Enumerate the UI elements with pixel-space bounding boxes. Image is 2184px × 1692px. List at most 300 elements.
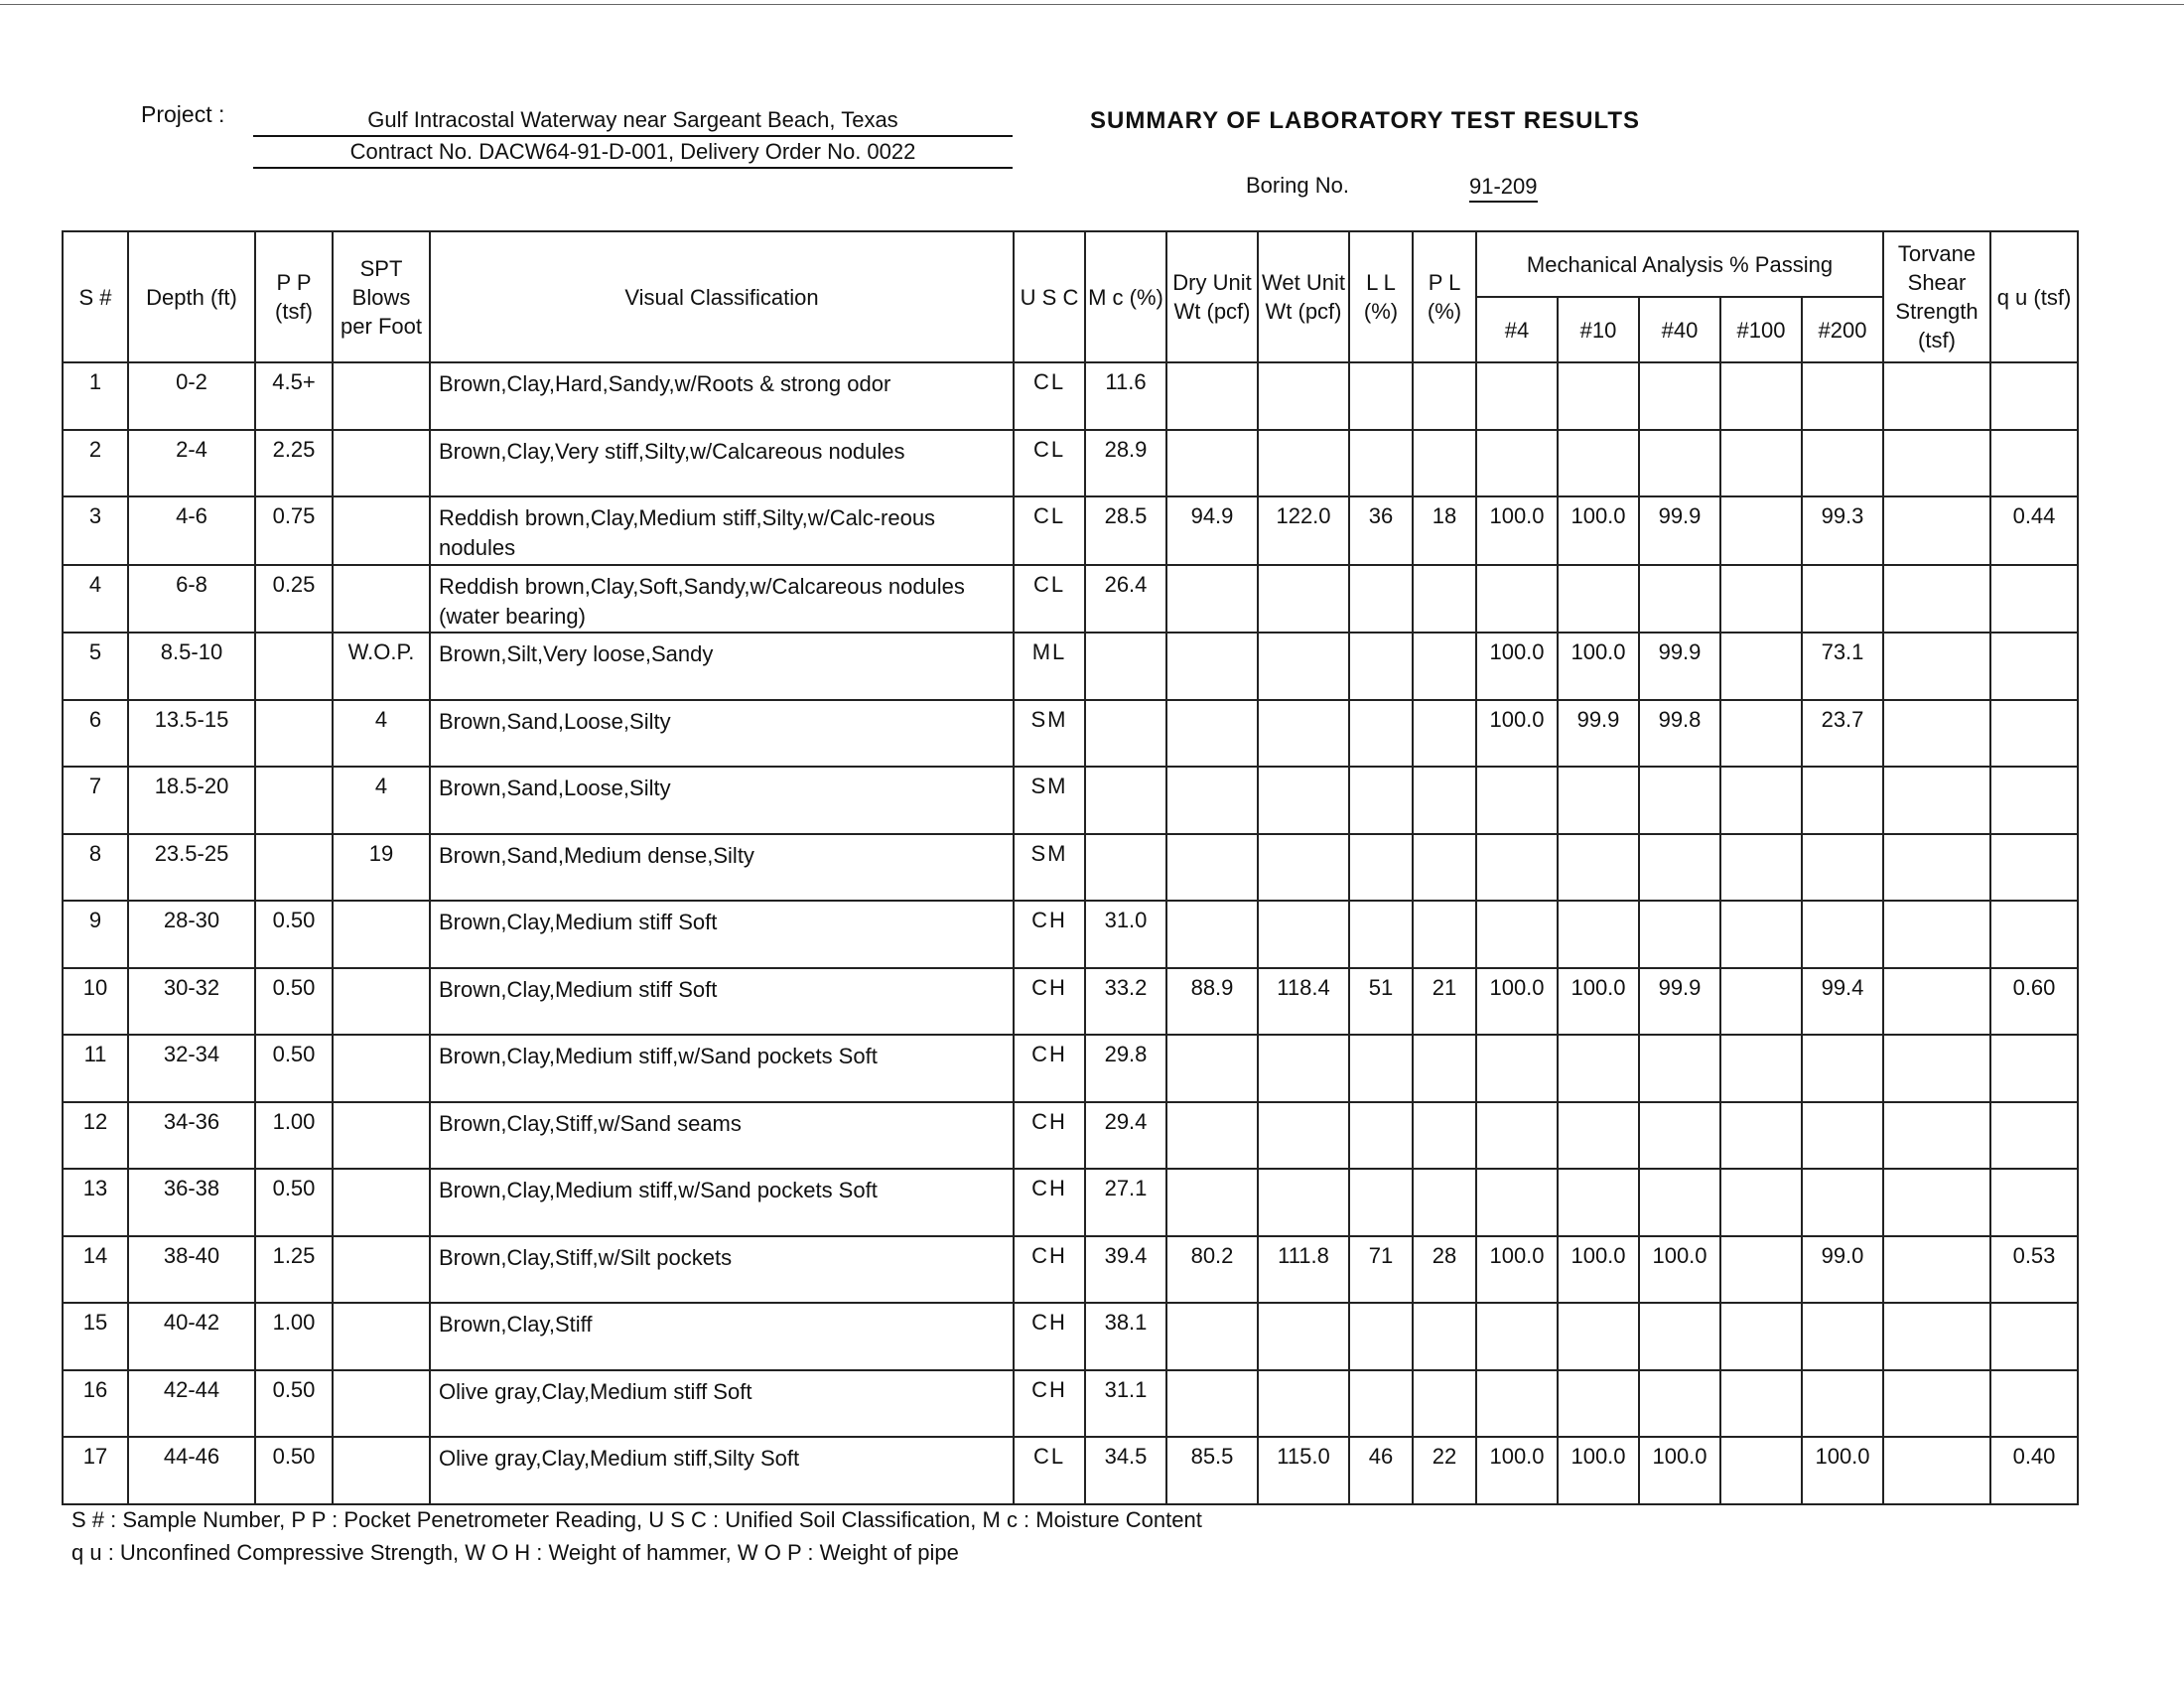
cell-depth: 6-8: [128, 565, 255, 634]
cell-sieve-40: 99.9: [1639, 496, 1720, 565]
cell-spt-blows: [333, 565, 430, 634]
cell-sieve-100: [1720, 430, 1802, 497]
table-row: [63, 565, 2078, 634]
cell-liquid-limit: [1349, 1169, 1413, 1236]
cell-sieve-4: [1476, 1035, 1558, 1102]
cell-spt-blows: 4: [333, 700, 430, 768]
cell-qu: [1990, 1169, 2078, 1236]
cell-torvane: [1883, 834, 1990, 902]
cell-qu: 0.44: [1990, 496, 2078, 565]
cell-sieve-10: 99.9: [1558, 700, 1639, 768]
cell-moisture-content: 11.6: [1085, 362, 1166, 430]
cell-spt-blows: [333, 1102, 430, 1170]
cell-moisture-content: [1085, 633, 1166, 700]
cell-torvane: [1883, 565, 1990, 634]
col-sieve-10: #10: [1558, 297, 1639, 362]
cell-sieve-200: 100.0: [1802, 1437, 1883, 1504]
cell-moisture-content: 29.4: [1085, 1102, 1166, 1170]
cell-sieve-40: [1639, 834, 1720, 902]
cell-torvane: [1883, 1169, 1990, 1236]
cell-sieve-4: 100.0: [1476, 968, 1558, 1036]
cell-sample-number: 16: [63, 1370, 128, 1438]
cell-dry-unit-weight: 85.5: [1166, 1437, 1258, 1504]
boring-label: Boring No.: [1246, 173, 1349, 198]
cell-sieve-200: [1802, 834, 1883, 902]
top-rule: [0, 4, 2184, 5]
col-wet-unit-weight: Wet Unit Wt (pcf): [1258, 231, 1349, 362]
cell-usc: CH: [1014, 1169, 1085, 1236]
cell-liquid-limit: 71: [1349, 1236, 1413, 1304]
cell-usc: CL: [1014, 496, 1085, 565]
cell-sample-number: 8: [63, 834, 128, 902]
cell-depth: 30-32: [128, 968, 255, 1036]
table-row: [63, 700, 2078, 768]
cell-dry-unit-weight: [1166, 430, 1258, 497]
legend-line-1: S # : Sample Number, P P : Pocket Penetrometer Reading, U S C : Unified Soil Classification, M c : Moisture Content: [71, 1507, 1202, 1532]
cell-qu: 0.53: [1990, 1236, 2078, 1304]
cell-torvane: [1883, 362, 1990, 430]
col-sieve-40: #40: [1639, 297, 1720, 362]
cell-sieve-4: [1476, 430, 1558, 497]
cell-sample-number: 11: [63, 1035, 128, 1102]
cell-plastic-limit: [1413, 700, 1476, 768]
cell-sieve-200: [1802, 1169, 1883, 1236]
cell-liquid-limit: 51: [1349, 968, 1413, 1036]
cell-dry-unit-weight: 80.2: [1166, 1236, 1258, 1304]
cell-sample-number: 5: [63, 633, 128, 700]
cell-sieve-200: 23.7: [1802, 700, 1883, 768]
cell-moisture-content: 31.1: [1085, 1370, 1166, 1438]
cell-sieve-40: 99.9: [1639, 633, 1720, 700]
table-row: [63, 362, 2078, 430]
project-name: Gulf Intracostal Waterway near Sargeant Beach, Texas: [253, 105, 1013, 137]
lab-results-table: [62, 230, 2079, 1505]
cell-wet-unit-weight: [1258, 362, 1349, 430]
cell-sieve-10: [1558, 1102, 1639, 1170]
cell-sieve-4: [1476, 1303, 1558, 1370]
cell-liquid-limit: [1349, 1370, 1413, 1438]
cell-moisture-content: 29.8: [1085, 1035, 1166, 1102]
cell-qu: [1990, 1303, 2078, 1370]
cell-torvane: [1883, 901, 1990, 968]
cell-spt-blows: [333, 901, 430, 968]
cell-pocket-penetrometer: 0.75: [255, 496, 333, 565]
cell-wet-unit-weight: 115.0: [1258, 1437, 1349, 1504]
col-qu: q u (tsf): [1990, 231, 2078, 362]
cell-depth: 8.5-10: [128, 633, 255, 700]
cell-depth: 44-46: [128, 1437, 255, 1504]
cell-depth: 23.5-25: [128, 834, 255, 902]
cell-pocket-penetrometer: 0.50: [255, 901, 333, 968]
cell-usc: CL: [1014, 1437, 1085, 1504]
cell-depth: 28-30: [128, 901, 255, 968]
col-pocket-penetrometer: P P (tsf): [255, 231, 333, 362]
cell-sieve-10: [1558, 1169, 1639, 1236]
table-row: [63, 1437, 2078, 1504]
cell-sieve-10: 100.0: [1558, 968, 1639, 1036]
col-sieve-200: #200: [1802, 297, 1883, 362]
cell-dry-unit-weight: [1166, 565, 1258, 634]
cell-sieve-200: 99.4: [1802, 968, 1883, 1036]
cell-pocket-penetrometer: 1.25: [255, 1236, 333, 1304]
cell-sieve-200: 99.0: [1802, 1236, 1883, 1304]
boring-number: 91-209: [1469, 173, 1538, 203]
table-row: [63, 1102, 2078, 1170]
cell-sieve-100: [1720, 362, 1802, 430]
cell-sample-number: 14: [63, 1236, 128, 1304]
cell-pocket-penetrometer: [255, 700, 333, 768]
cell-visual-classification: Reddish brown,Clay,Medium stiff,Silty,w/Calc-reous nodules: [430, 496, 1014, 565]
cell-qu: [1990, 901, 2078, 968]
cell-sieve-40: [1639, 1169, 1720, 1236]
cell-depth: 34-36: [128, 1102, 255, 1170]
cell-dry-unit-weight: [1166, 1303, 1258, 1370]
cell-plastic-limit: [1413, 834, 1476, 902]
cell-sieve-200: 99.3: [1802, 496, 1883, 565]
cell-torvane: [1883, 1236, 1990, 1304]
cell-plastic-limit: 22: [1413, 1437, 1476, 1504]
cell-sieve-40: [1639, 1303, 1720, 1370]
cell-qu: [1990, 565, 2078, 634]
cell-pocket-penetrometer: [255, 834, 333, 902]
cell-sieve-40: [1639, 767, 1720, 834]
cell-sample-number: 10: [63, 968, 128, 1036]
cell-torvane: [1883, 968, 1990, 1036]
cell-pocket-penetrometer: 4.5+: [255, 362, 333, 430]
cell-sieve-4: [1476, 767, 1558, 834]
cell-plastic-limit: [1413, 1303, 1476, 1370]
cell-visual-classification: Olive gray,Clay,Medium stiff,Silty Soft: [430, 1437, 1014, 1504]
cell-sieve-10: [1558, 1035, 1639, 1102]
cell-plastic-limit: [1413, 1035, 1476, 1102]
cell-sieve-4: 100.0: [1476, 633, 1558, 700]
cell-sieve-40: 100.0: [1639, 1437, 1720, 1504]
cell-sieve-40: [1639, 362, 1720, 430]
cell-sample-number: 2: [63, 430, 128, 497]
cell-wet-unit-weight: [1258, 1169, 1349, 1236]
cell-wet-unit-weight: 122.0: [1258, 496, 1349, 565]
col-sieve-100: #100: [1720, 297, 1802, 362]
table-row: [63, 767, 2078, 834]
cell-sieve-100: [1720, 1303, 1802, 1370]
cell-sieve-10: 100.0: [1558, 1236, 1639, 1304]
cell-torvane: [1883, 633, 1990, 700]
cell-torvane: [1883, 1035, 1990, 1102]
cell-dry-unit-weight: [1166, 1370, 1258, 1438]
cell-depth: 18.5-20: [128, 767, 255, 834]
cell-usc: CH: [1014, 968, 1085, 1036]
cell-moisture-content: [1085, 700, 1166, 768]
cell-usc: CL: [1014, 362, 1085, 430]
cell-liquid-limit: [1349, 700, 1413, 768]
cell-plastic-limit: 18: [1413, 496, 1476, 565]
cell-sieve-10: 100.0: [1558, 496, 1639, 565]
cell-liquid-limit: [1349, 362, 1413, 430]
cell-usc: CL: [1014, 430, 1085, 497]
table-row: [63, 901, 2078, 968]
cell-sieve-4: [1476, 362, 1558, 430]
cell-visual-classification: Brown,Sand,Medium dense,Silty: [430, 834, 1014, 902]
cell-wet-unit-weight: [1258, 430, 1349, 497]
col-spt-blows: SPT Blows per Foot: [333, 231, 430, 362]
cell-dry-unit-weight: [1166, 1102, 1258, 1170]
cell-depth: 40-42: [128, 1303, 255, 1370]
col-liquid-limit: L L (%): [1349, 231, 1413, 362]
cell-visual-classification: Brown,Clay,Medium stiff Soft: [430, 901, 1014, 968]
table-row: [63, 968, 2078, 1036]
cell-spt-blows: 4: [333, 767, 430, 834]
cell-liquid-limit: 46: [1349, 1437, 1413, 1504]
cell-usc: CH: [1014, 1035, 1085, 1102]
col-moisture-content: M c (%): [1085, 231, 1166, 362]
cell-spt-blows: [333, 1370, 430, 1438]
col-dry-unit-weight: Dry Unit Wt (pcf): [1166, 231, 1258, 362]
cell-sieve-4: [1476, 1169, 1558, 1236]
cell-sieve-200: [1802, 767, 1883, 834]
cell-moisture-content: [1085, 767, 1166, 834]
cell-spt-blows: [333, 1236, 430, 1304]
cell-spt-blows: [333, 430, 430, 497]
table-row: [63, 1035, 2078, 1102]
cell-qu: [1990, 1370, 2078, 1438]
cell-sieve-4: 100.0: [1476, 700, 1558, 768]
cell-sieve-10: [1558, 430, 1639, 497]
cell-depth: 4-6: [128, 496, 255, 565]
cell-sample-number: 3: [63, 496, 128, 565]
cell-depth: 2-4: [128, 430, 255, 497]
cell-sieve-200: [1802, 430, 1883, 497]
cell-sieve-200: 73.1: [1802, 633, 1883, 700]
cell-liquid-limit: [1349, 430, 1413, 497]
cell-torvane: [1883, 496, 1990, 565]
cell-sieve-200: [1802, 362, 1883, 430]
cell-visual-classification: Olive gray,Clay,Medium stiff Soft: [430, 1370, 1014, 1438]
cell-pocket-penetrometer: 0.50: [255, 1437, 333, 1504]
cell-spt-blows: [333, 362, 430, 430]
cell-depth: 42-44: [128, 1370, 255, 1438]
cell-sieve-10: 100.0: [1558, 633, 1639, 700]
cell-liquid-limit: [1349, 834, 1413, 902]
cell-sample-number: 7: [63, 767, 128, 834]
cell-dry-unit-weight: [1166, 1169, 1258, 1236]
cell-sieve-4: [1476, 1102, 1558, 1170]
contract-number: Contract No. DACW64-91-D-001, Delivery Order No. 0022: [253, 137, 1013, 169]
cell-sieve-200: [1802, 1035, 1883, 1102]
cell-plastic-limit: [1413, 901, 1476, 968]
cell-sieve-100: [1720, 767, 1802, 834]
cell-liquid-limit: [1349, 1303, 1413, 1370]
cell-wet-unit-weight: [1258, 700, 1349, 768]
cell-dry-unit-weight: [1166, 767, 1258, 834]
cell-sieve-100: [1720, 1035, 1802, 1102]
cell-sieve-100: [1720, 834, 1802, 902]
cell-qu: [1990, 700, 2078, 768]
cell-plastic-limit: [1413, 633, 1476, 700]
cell-liquid-limit: [1349, 767, 1413, 834]
cell-depth: 0-2: [128, 362, 255, 430]
table-row: [63, 633, 2078, 700]
cell-qu: [1990, 767, 2078, 834]
cell-moisture-content: 38.1: [1085, 1303, 1166, 1370]
cell-dry-unit-weight: [1166, 700, 1258, 768]
cell-plastic-limit: [1413, 767, 1476, 834]
cell-spt-blows: [333, 1169, 430, 1236]
table-header: [63, 231, 2078, 362]
cell-visual-classification: Brown,Silt,Very loose,Sandy: [430, 633, 1014, 700]
cell-wet-unit-weight: [1258, 834, 1349, 902]
cell-wet-unit-weight: [1258, 767, 1349, 834]
cell-dry-unit-weight: [1166, 1035, 1258, 1102]
cell-sieve-100: [1720, 700, 1802, 768]
cell-sieve-200: [1802, 1303, 1883, 1370]
cell-pocket-penetrometer: 0.50: [255, 1169, 333, 1236]
cell-visual-classification: Brown,Clay,Medium stiff,w/Sand pockets Soft: [430, 1169, 1014, 1236]
cell-liquid-limit: [1349, 1102, 1413, 1170]
cell-liquid-limit: [1349, 901, 1413, 968]
cell-pocket-penetrometer: 0.50: [255, 968, 333, 1036]
cell-sieve-100: [1720, 1370, 1802, 1438]
cell-sieve-100: [1720, 496, 1802, 565]
cell-qu: 0.40: [1990, 1437, 2078, 1504]
cell-sample-number: 1: [63, 362, 128, 430]
cell-pocket-penetrometer: 2.25: [255, 430, 333, 497]
cell-sample-number: 12: [63, 1102, 128, 1170]
cell-plastic-limit: 28: [1413, 1236, 1476, 1304]
cell-dry-unit-weight: 94.9: [1166, 496, 1258, 565]
cell-pocket-penetrometer: 0.50: [255, 1035, 333, 1102]
cell-wet-unit-weight: [1258, 565, 1349, 634]
col-sample-number: S #: [63, 231, 128, 362]
cell-pocket-penetrometer: [255, 767, 333, 834]
cell-sieve-100: [1720, 565, 1802, 634]
cell-sieve-10: 100.0: [1558, 1437, 1639, 1504]
cell-spt-blows: [333, 1303, 430, 1370]
cell-plastic-limit: [1413, 1370, 1476, 1438]
col-mechanical-analysis: Mechanical Analysis % Passing: [1476, 231, 1883, 297]
table-row: [63, 834, 2078, 902]
cell-torvane: [1883, 1437, 1990, 1504]
cell-pocket-penetrometer: 0.50: [255, 1370, 333, 1438]
cell-sieve-100: [1720, 968, 1802, 1036]
cell-usc: CH: [1014, 1236, 1085, 1304]
cell-visual-classification: Brown,Clay,Medium stiff Soft: [430, 968, 1014, 1036]
cell-usc: CH: [1014, 1370, 1085, 1438]
cell-sieve-10: [1558, 767, 1639, 834]
cell-visual-classification: Brown,Clay,Very stiff,Silty,w/Calcareous nodules: [430, 430, 1014, 497]
cell-visual-classification: Brown,Clay,Medium stiff,w/Sand pockets Soft: [430, 1035, 1014, 1102]
cell-moisture-content: 26.4: [1085, 565, 1166, 634]
table-row: [63, 496, 2078, 565]
cell-wet-unit-weight: [1258, 1303, 1349, 1370]
cell-wet-unit-weight: 111.8: [1258, 1236, 1349, 1304]
cell-liquid-limit: [1349, 565, 1413, 634]
cell-plastic-limit: [1413, 1169, 1476, 1236]
cell-sieve-10: [1558, 834, 1639, 902]
table-row: [63, 1370, 2078, 1438]
cell-sieve-200: [1802, 901, 1883, 968]
cell-pocket-penetrometer: 1.00: [255, 1102, 333, 1170]
cell-moisture-content: 28.9: [1085, 430, 1166, 497]
cell-qu: [1990, 1102, 2078, 1170]
col-sieve-4: #4: [1476, 297, 1558, 362]
cell-spt-blows: W.O.P.: [333, 633, 430, 700]
cell-sieve-40: [1639, 565, 1720, 634]
cell-spt-blows: 19: [333, 834, 430, 902]
cell-sieve-200: [1802, 1370, 1883, 1438]
cell-sieve-4: 100.0: [1476, 1236, 1558, 1304]
cell-spt-blows: [333, 1035, 430, 1102]
cell-pocket-penetrometer: 1.00: [255, 1303, 333, 1370]
cell-sieve-40: [1639, 1102, 1720, 1170]
cell-plastic-limit: 21: [1413, 968, 1476, 1036]
cell-plastic-limit: [1413, 362, 1476, 430]
cell-pocket-penetrometer: 0.25: [255, 565, 333, 634]
cell-torvane: [1883, 700, 1990, 768]
cell-moisture-content: 34.5: [1085, 1437, 1166, 1504]
cell-usc: ML: [1014, 633, 1085, 700]
cell-usc: SM: [1014, 700, 1085, 768]
cell-depth: 13.5-15: [128, 700, 255, 768]
cell-visual-classification: Reddish brown,Clay,Soft,Sandy,w/Calcareous nodules (water bearing): [430, 565, 1014, 634]
cell-sieve-100: [1720, 1437, 1802, 1504]
cell-depth: 38-40: [128, 1236, 255, 1304]
cell-sieve-10: [1558, 1303, 1639, 1370]
cell-pocket-penetrometer: [255, 633, 333, 700]
cell-sieve-100: [1720, 1236, 1802, 1304]
cell-visual-classification: Brown,Clay,Hard,Sandy,w/Roots & strong odor: [430, 362, 1014, 430]
project-label: Project :: [141, 101, 225, 127]
cell-usc: SM: [1014, 834, 1085, 902]
cell-moisture-content: 33.2: [1085, 968, 1166, 1036]
cell-qu: [1990, 633, 2078, 700]
cell-sieve-100: [1720, 901, 1802, 968]
cell-wet-unit-weight: [1258, 1370, 1349, 1438]
table-row: [63, 1303, 2078, 1370]
cell-dry-unit-weight: [1166, 901, 1258, 968]
cell-sieve-4: [1476, 834, 1558, 902]
cell-usc: CH: [1014, 901, 1085, 968]
col-depth: Depth (ft): [128, 231, 255, 362]
cell-plastic-limit: [1413, 565, 1476, 634]
cell-sieve-10: [1558, 362, 1639, 430]
cell-visual-classification: Brown,Clay,Stiff,w/Silt pockets: [430, 1236, 1014, 1304]
cell-visual-classification: Brown,Clay,Stiff: [430, 1303, 1014, 1370]
cell-sample-number: 6: [63, 700, 128, 768]
cell-dry-unit-weight: [1166, 362, 1258, 430]
cell-sieve-10: [1558, 1370, 1639, 1438]
cell-moisture-content: 39.4: [1085, 1236, 1166, 1304]
cell-wet-unit-weight: 118.4: [1258, 968, 1349, 1036]
cell-liquid-limit: [1349, 1035, 1413, 1102]
cell-wet-unit-weight: [1258, 1102, 1349, 1170]
cell-wet-unit-weight: [1258, 1035, 1349, 1102]
cell-depth: 36-38: [128, 1169, 255, 1236]
cell-spt-blows: [333, 496, 430, 565]
cell-spt-blows: [333, 968, 430, 1036]
cell-wet-unit-weight: [1258, 901, 1349, 968]
cell-visual-classification: Brown,Sand,Loose,Silty: [430, 700, 1014, 768]
cell-usc: CH: [1014, 1303, 1085, 1370]
cell-usc: CH: [1014, 1102, 1085, 1170]
document-title: SUMMARY OF LABORATORY TEST RESULTS: [1090, 107, 1641, 134]
cell-depth: 32-34: [128, 1035, 255, 1102]
table-row: [63, 1169, 2078, 1236]
cell-torvane: [1883, 430, 1990, 497]
cell-qu: [1990, 834, 2078, 902]
cell-qu: [1990, 362, 2078, 430]
cell-sieve-100: [1720, 633, 1802, 700]
cell-torvane: [1883, 1102, 1990, 1170]
